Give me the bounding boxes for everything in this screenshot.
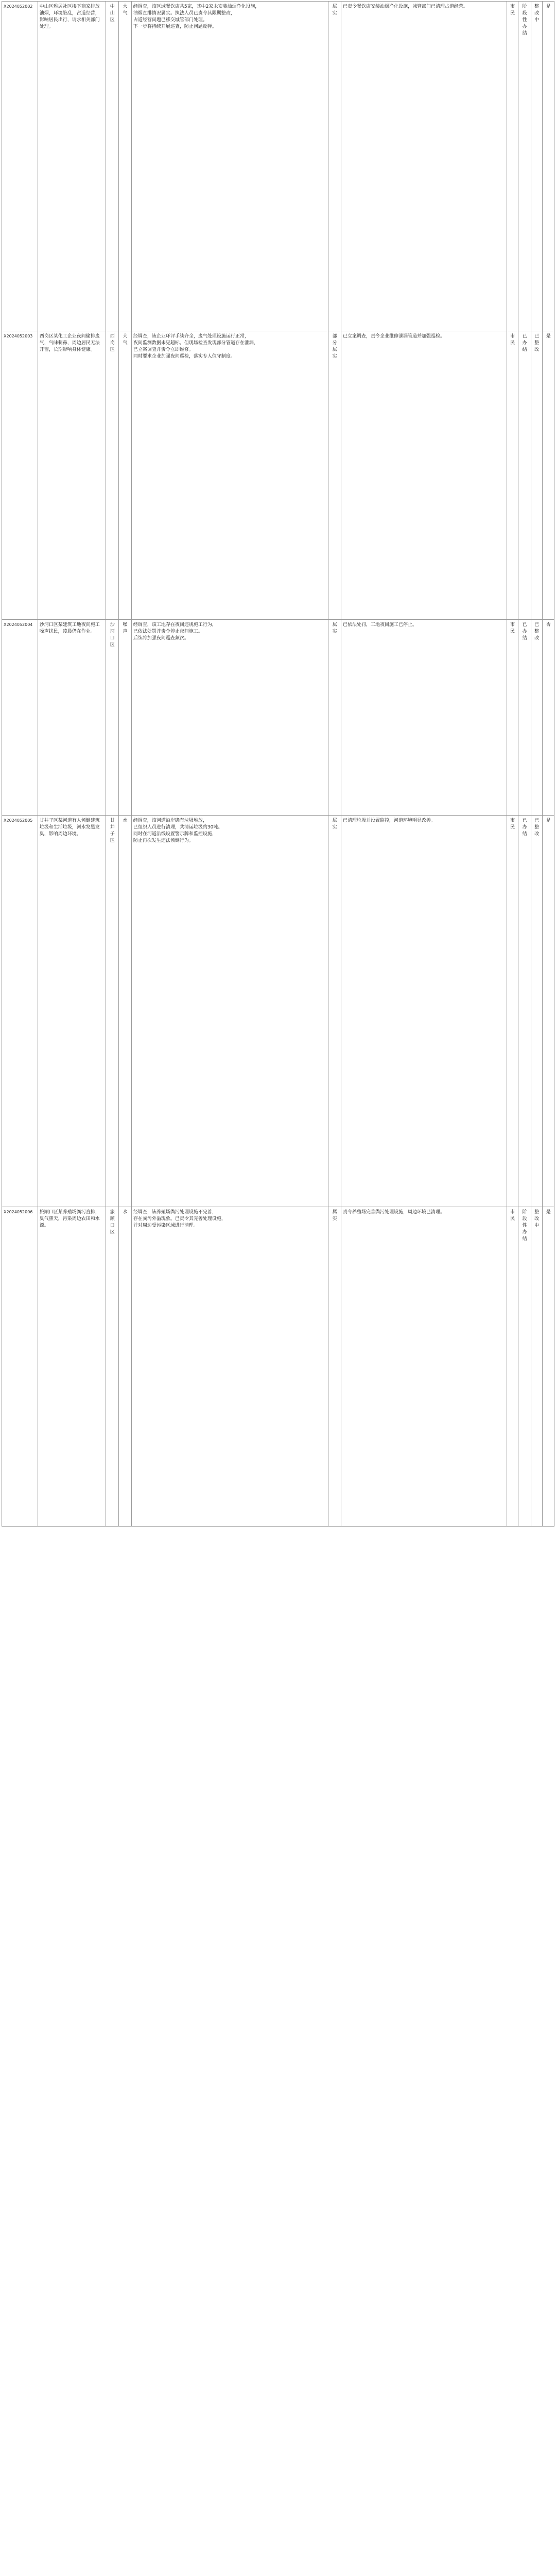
handling-result-text: 已依法处罚，工地夜间施工已停止。	[343, 622, 418, 628]
report-line: 下一步将持续开展巡查，防止问题反弹。	[133, 24, 217, 29]
rectify-text: 整改中	[534, 1210, 540, 1228]
reporter-cell	[507, 620, 518, 816]
category-cell	[119, 620, 132, 816]
handling-result-text: 已立案调查，责令企业维修泄漏管道并加强巡检。	[343, 334, 445, 339]
category-cell	[119, 816, 132, 1207]
district-text: 旅顺口区	[110, 1210, 115, 1235]
report-line: 经调查，该养殖场粪污处理设施不完善，	[133, 1210, 217, 1215]
accountability-text: 是	[546, 334, 551, 339]
rectify-text: 已整改	[534, 622, 540, 641]
verification-cell	[328, 2, 341, 331]
investigation-report-cell	[131, 620, 328, 816]
category-cell	[119, 1207, 132, 1527]
table-row	[2, 816, 554, 1207]
category-cell	[119, 2, 132, 331]
report-line: 存在粪污外溢现象。已责令其完善处理设施，	[133, 1216, 226, 1222]
status-text: 阶段性办结	[522, 1210, 527, 1242]
category-text: 噪声	[123, 622, 128, 634]
rectify-text: 已整改	[534, 818, 540, 837]
status-cell	[518, 620, 531, 816]
district-cell	[106, 2, 119, 331]
handling-result-text: 已清理垃圾并设置监控，河道环境明显改善。	[343, 818, 436, 823]
table-row	[2, 2, 554, 331]
report-line: 夜间监测数据未见超标。但现场检查发现部分管道存在泄漏，	[133, 341, 258, 346]
complaint-text: 沙河口区某建筑工地夜间施工噪声扰民，凌晨仍在作业。	[39, 622, 100, 634]
report-line: 已立案调查并责令立即维修。	[133, 347, 194, 352]
rectify-cell	[531, 2, 542, 331]
case-id-cell	[2, 620, 38, 816]
handling-result-cell	[341, 331, 507, 620]
district-text: 沙河口区	[110, 622, 115, 648]
category-text: 大气	[123, 334, 128, 346]
status-cell	[518, 331, 531, 620]
case-id-text: X2024052004	[4, 622, 33, 627]
rectify-cell	[531, 816, 542, 1207]
verification-text: 属实	[332, 4, 337, 16]
investigation-report-cell	[131, 331, 328, 620]
handling-result-cell	[341, 816, 507, 1207]
accountability-cell	[543, 1207, 554, 1527]
reporter-text: 市民	[510, 4, 515, 16]
accountability-cell	[543, 620, 554, 816]
case-id-cell	[2, 331, 38, 620]
verification-cell	[328, 620, 341, 816]
case-id-cell	[2, 2, 38, 331]
status-cell	[518, 816, 531, 1207]
case-id-text: X2024052003	[4, 334, 33, 338]
report-line: 经调查，该企业环评手续齐全，废气处理设施运行正常，	[133, 334, 249, 339]
investigation-report-cell	[131, 2, 328, 331]
status-text: 已办结	[522, 818, 527, 837]
reporter-cell	[507, 2, 518, 331]
case-id-cell	[2, 816, 38, 1207]
status-text: 已办结	[522, 622, 527, 641]
case-id-text: X2024052005	[4, 818, 33, 823]
report-line: 经调查，该河道沿岸确有垃圾堆放，	[133, 818, 207, 823]
district-cell	[106, 331, 119, 620]
verification-cell	[328, 331, 341, 620]
accountability-cell	[543, 2, 554, 331]
district-cell	[106, 620, 119, 816]
complaint-text: 中山区雅居社区楼下商家排放油烟，环境脏乱，占道经营，影响居民出行，请求相关部门处理。	[39, 4, 100, 29]
table-row	[2, 331, 554, 620]
complaint-cell	[38, 620, 106, 816]
case-id-text: X2024052002	[4, 4, 33, 9]
accountability-text: 是	[546, 1210, 551, 1215]
table-body	[2, 2, 554, 1527]
status-text: 阶段性办结	[522, 4, 527, 36]
rectify-text: 已整改	[534, 334, 540, 352]
verification-text: 属实	[332, 1210, 337, 1222]
reporter-text: 市民	[510, 622, 515, 634]
report-line: 同时在河道沿线设置警示牌和监控设施，	[133, 832, 217, 837]
verification-cell	[328, 816, 341, 1207]
district-cell	[106, 816, 119, 1207]
complaint-cell	[38, 1207, 106, 1527]
status-text: 已办结	[522, 334, 527, 352]
report-line: 并对周边受污染区域进行清理。	[133, 1223, 198, 1228]
rectify-cell	[531, 331, 542, 620]
handling-result-cell	[341, 2, 507, 331]
investigation-report-cell	[131, 1207, 328, 1527]
complaint-cell	[38, 816, 106, 1207]
investigation-report-cell	[131, 816, 328, 1207]
status-cell	[518, 1207, 531, 1527]
complaint-text: 西岗区某化工企业夜间偷排废气，气味刺鼻，周边居民无法开窗，长期影响身体健康。	[39, 334, 100, 352]
accountability-cell	[543, 816, 554, 1207]
report-line: 同时要求企业加强夜间巡检，落实专人值守制度。	[133, 354, 235, 359]
handling-result-text: 责令养殖场完善粪污处理设施，周边环境已清理。	[343, 1210, 445, 1215]
table-row	[2, 620, 554, 816]
complaint-table	[2, 1, 554, 1527]
report-line: 已依法处罚并责令停止夜间施工。	[133, 629, 203, 634]
verification-text: 属实	[332, 818, 337, 830]
complaint-cell	[38, 2, 106, 331]
report-line: 已组织人员进行清理，共清运垃圾约30吨。	[133, 825, 223, 830]
verification-cell	[328, 1207, 341, 1527]
reporter-cell	[507, 331, 518, 620]
category-cell	[119, 331, 132, 620]
complaint-text: 旅顺口区某养殖场粪污直排，臭气熏天，污染周边农田和水源。	[39, 1210, 100, 1228]
case-id-cell	[2, 1207, 38, 1527]
category-text: 水	[123, 1210, 128, 1215]
reporter-text: 市民	[510, 818, 515, 830]
handling-result-cell	[341, 620, 507, 816]
rectify-cell	[531, 620, 542, 816]
reporter-cell	[507, 816, 518, 1207]
accountability-text: 是	[546, 4, 551, 9]
rectify-text: 整改中	[534, 4, 540, 23]
reporter-cell	[507, 1207, 518, 1527]
rectify-cell	[531, 1207, 542, 1527]
complaint-text: 甘井子区某河道有人倾倒建筑垃圾和生活垃圾，河水发黑发臭，影响周边环境。	[39, 818, 100, 837]
handling-result-text: 已责令餐饮店安装油烟净化设施，城管部门已清理占道经营。	[343, 4, 468, 9]
report-line: 后续将加强夜间巡查频次。	[133, 636, 189, 641]
district-text: 甘井子区	[110, 818, 115, 843]
verification-text: 属实	[332, 622, 337, 634]
report-line: 油烟直排情况属实。执法人员已责令其限期整改，	[133, 11, 235, 16]
category-text: 大气	[123, 4, 128, 16]
report-line: 经调查，该区域餐饮店共5家，其中2家未安装油烟净化设施，	[133, 4, 260, 9]
case-id-text: X2024052006	[4, 1210, 33, 1214]
reporter-text: 市民	[510, 334, 515, 346]
verification-text: 部分属实	[332, 334, 337, 359]
report-line: 占道经营问题已移交城管部门处理。	[133, 18, 207, 23]
district-cell	[106, 1207, 119, 1527]
complaint-cell	[38, 331, 106, 620]
district-text: 中山区	[110, 4, 115, 23]
accountability-text: 是	[546, 818, 551, 823]
status-cell	[518, 2, 531, 331]
accountability-text: 否	[546, 622, 551, 628]
category-text: 水	[123, 818, 128, 823]
accountability-cell	[543, 331, 554, 620]
table-row	[2, 1207, 554, 1527]
district-text: 西岗区	[110, 334, 115, 352]
reporter-text: 市民	[510, 1210, 515, 1222]
handling-result-cell	[341, 1207, 507, 1527]
report-line: 经调查，该工地存在夜间违规施工行为，	[133, 622, 217, 628]
report-line: 防止再次发生违法倾倒行为。	[133, 838, 194, 843]
